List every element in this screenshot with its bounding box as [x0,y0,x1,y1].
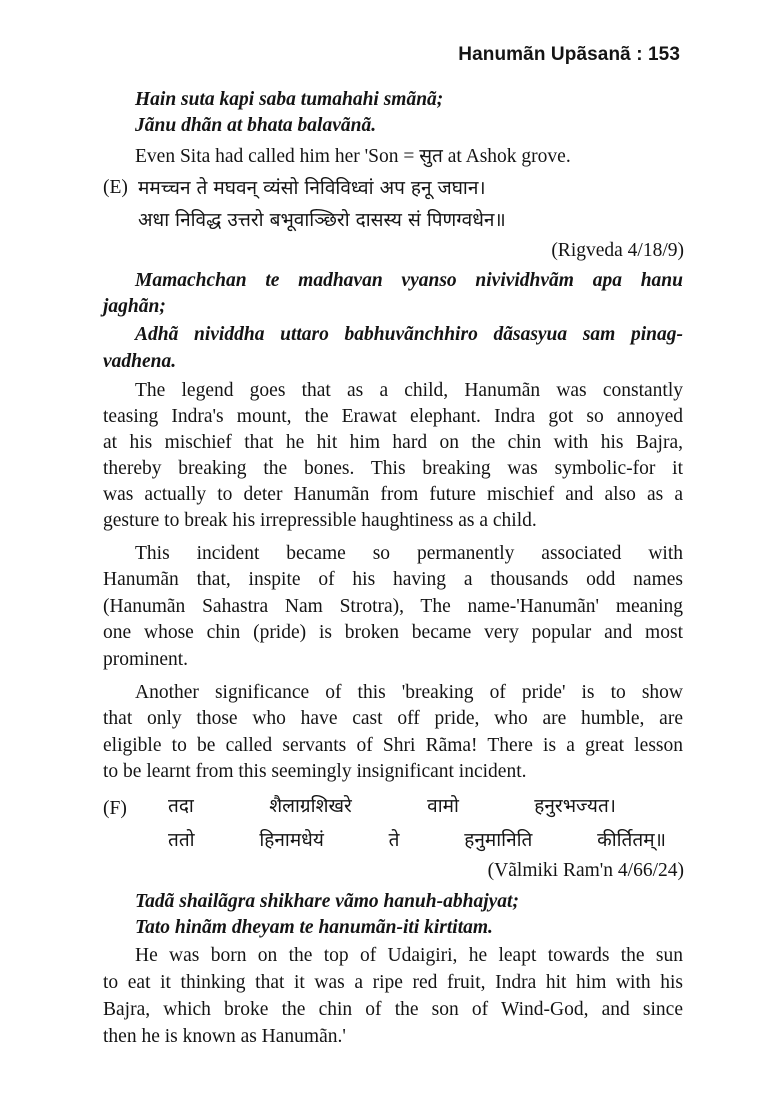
para3-line-3: eligible to be called servants of Shri Rãma! There is a great lesson [103,735,683,756]
verse-f-translit-line-2: Tato hinãm dheyam te hanumãn-iti kirtitam. [135,917,493,938]
verse-f-word: वामो [427,795,459,817]
verse-e-translit-line-1: Mamachchan te madhavan vyanso nivividhvãm apa hanu [135,270,683,291]
para2-line-1: This incident became so permanently associated with [135,543,683,564]
verse-d-line-1: Hain suta kapi saba tumahahi smãnã; [135,89,444,110]
verse-f-word: कीर्तितम्॥ [597,829,666,851]
verse-e-sanskrit-line-2: अधा निविद्ध उत्तरो बभूवाञ्छिरो दासस्य सं पिणग्वधेन॥ [138,209,506,231]
para2-line-3: (Hanumãn Sahastra Nam Strotra), The name-'Hanumãn' meaning [103,596,683,617]
para2-line-2: Hanumãn that, inspite of his having a thousands odd names [103,569,683,590]
para2-line-4: one whose chin (pride) is broken became very popular and most [103,622,683,643]
sita-note [135,143,715,170]
verse-f-word: शैलाग्रशिखरे [269,795,352,817]
verse-e-sanskrit-line-1: ममच्चन ते मघवन् व्यंसो निविविध्वां अप हनू जघान। [138,177,486,199]
verse-f-word: तदा [168,795,194,817]
para1-line-2: teasing Indra's mount, the Erawat elephant. Indra got so annoyed [103,406,683,427]
verse-f-word: हनुरभज्यत। [534,795,616,817]
verse-e-translit-line-2: jaghãn; [103,296,166,317]
para1-line-3: at his mischief that he hit him hard on the chin with his Bajra, [103,432,683,453]
para1-line-1: The legend goes that as a child, Hanumãn was constantly [135,380,683,401]
para4-line-3: Bajra, which broke the chin of the son of Wind-God, and since [103,999,683,1020]
sita-note-after: at Ashok grove. [442,146,571,167]
verse-e-label: (E) [103,177,128,198]
verse-f-translit-line-1: Tadã shailãgra shikhare vãmo hanuh-abhajyat; [135,891,519,912]
verse-f-word: हिनामधेयं [259,829,324,851]
para4-line-4: then he is known as Hanumãn.' [103,1026,346,1047]
para3-line-2: that only those who have cast off pride, who are humble, are [103,708,683,729]
para3-line-1: Another significance of this 'breaking of pride' is to show [135,682,683,703]
verse-f-sanskrit-line-1 [168,793,616,819]
para3-line-4: to be learnt from this seemingly insignificant incident. [103,761,527,782]
verse-f-word: हनुमानिति [464,829,533,851]
sita-note-before: Even Sita had called him her 'Son = [135,146,420,167]
para4-line-2: to eat it thinking that it was a ripe red fruit, Indra hit him with his [103,972,683,993]
verse-d-line-2: Jãnu dhãn at bhata balavãnã. [135,115,377,136]
para1-line-6: gesture to break his irrepressible haughtiness as a child. [103,510,537,531]
para1-line-5: was actually to deter Hanumãn from future mischief and also as a [103,484,683,505]
verse-f-word: ततो [168,829,195,851]
verse-f-label: (F) [103,798,127,819]
sita-note-devanagari: सुत [419,145,443,167]
verse-e-translit-line-4: vadhena. [103,351,177,372]
verse-f-sanskrit-line-2 [168,827,666,853]
verse-f-reference: (Vãlmiki Ram'n 4/66/24) [487,860,684,881]
para1-line-4: thereby breaking the bones. This breaking was symbolic-for it [103,458,683,479]
verse-e-translit-line-3: Adhã nividdha uttaro babhuvãnchhiro dãsasyua sam pinag- [135,324,683,345]
para4-line-1: He was born on the top of Udaigiri, he leapt towards the sun [135,945,683,966]
verse-e-reference: (Rigveda 4/18/9) [551,240,684,261]
para2-line-5: prominent. [103,649,189,670]
verse-f-word: ते [388,829,400,851]
running-header: Hanumãn Upãsanã : 153 [458,44,680,65]
